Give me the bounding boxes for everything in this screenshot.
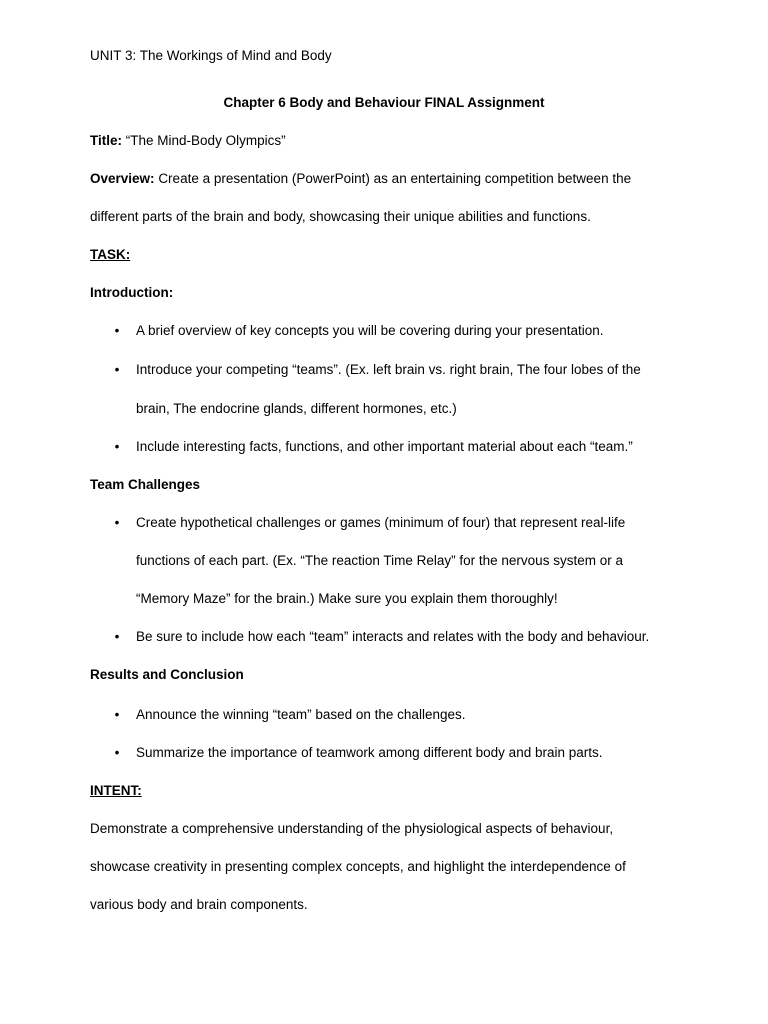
intro-bullet-3: Include interesting facts, functions, and other important material about each “team.”	[136, 439, 633, 454]
intent-line-3: various body and brain components.	[90, 897, 308, 912]
team-bullet-1-line-2: functions of each part. (Ex. “The reaction Time Relay” for the nervous system or a	[136, 553, 623, 568]
bullet-icon: •	[114, 323, 120, 338]
title-label: Title:	[90, 133, 123, 148]
bullet-icon: •	[114, 707, 120, 722]
title-text: “The Mind-Body Olympics”	[125, 133, 286, 148]
results-bullet-1: Announce the winning “team” based on the challenges.	[136, 707, 466, 722]
team-bullet-2: Be sure to include how each “team” interacts and relates with the body and behaviour.	[136, 629, 650, 644]
intro-bullet-1: A brief overview of key concepts you will be covering during your presentation.	[136, 323, 604, 338]
intent-line-1: Demonstrate a comprehensive understanding of the physiological aspects of behaviour,	[90, 821, 614, 836]
task-heading: TASK:	[90, 247, 131, 262]
results-heading: Results and Conclusion	[90, 667, 244, 682]
unit-header: UNIT 3: The Workings of Mind and Body	[90, 48, 332, 63]
bullet-icon: •	[114, 362, 120, 377]
bullet-icon: •	[114, 629, 120, 644]
bullet-icon: •	[114, 745, 120, 760]
overview-label: Overview:	[90, 171, 155, 186]
intent-heading: INTENT:	[90, 783, 142, 798]
title-line	[90, 132, 286, 150]
team-challenges-heading: Team Challenges	[90, 477, 201, 492]
team-bullet-1-line-1: Create hypothetical challenges or games (minimum of four) that represent real-life	[136, 515, 626, 530]
bullet-icon: •	[114, 515, 120, 530]
intro-bullet-2-line-2: brain, The endocrine glands, different hormones, etc.)	[136, 401, 457, 416]
introduction-heading: Introduction:	[90, 285, 174, 300]
overview-text-1: Create a presentation (PowerPoint) as an entertaining competition between the	[158, 171, 632, 186]
results-bullet-2: Summarize the importance of teamwork among different body and brain parts.	[136, 745, 603, 760]
chapter-title: Chapter 6 Body and Behaviour FINAL Assignment	[223, 95, 545, 110]
intro-bullet-2-line-1: Introduce your competing “teams”. (Ex. left brain vs. right brain, The four lobes of the	[136, 362, 641, 377]
intent-line-2: showcase creativity in presenting complex concepts, and highlight the interdependence of	[90, 859, 626, 874]
overview-line-1	[90, 170, 631, 188]
team-bullet-1-line-3: “Memory Maze” for the brain.) Make sure you explain them thoroughly!	[136, 591, 558, 606]
overview-line-2: different parts of the brain and body, showcasing their unique abilities and functions.	[90, 209, 591, 224]
bullet-icon: •	[114, 439, 120, 454]
